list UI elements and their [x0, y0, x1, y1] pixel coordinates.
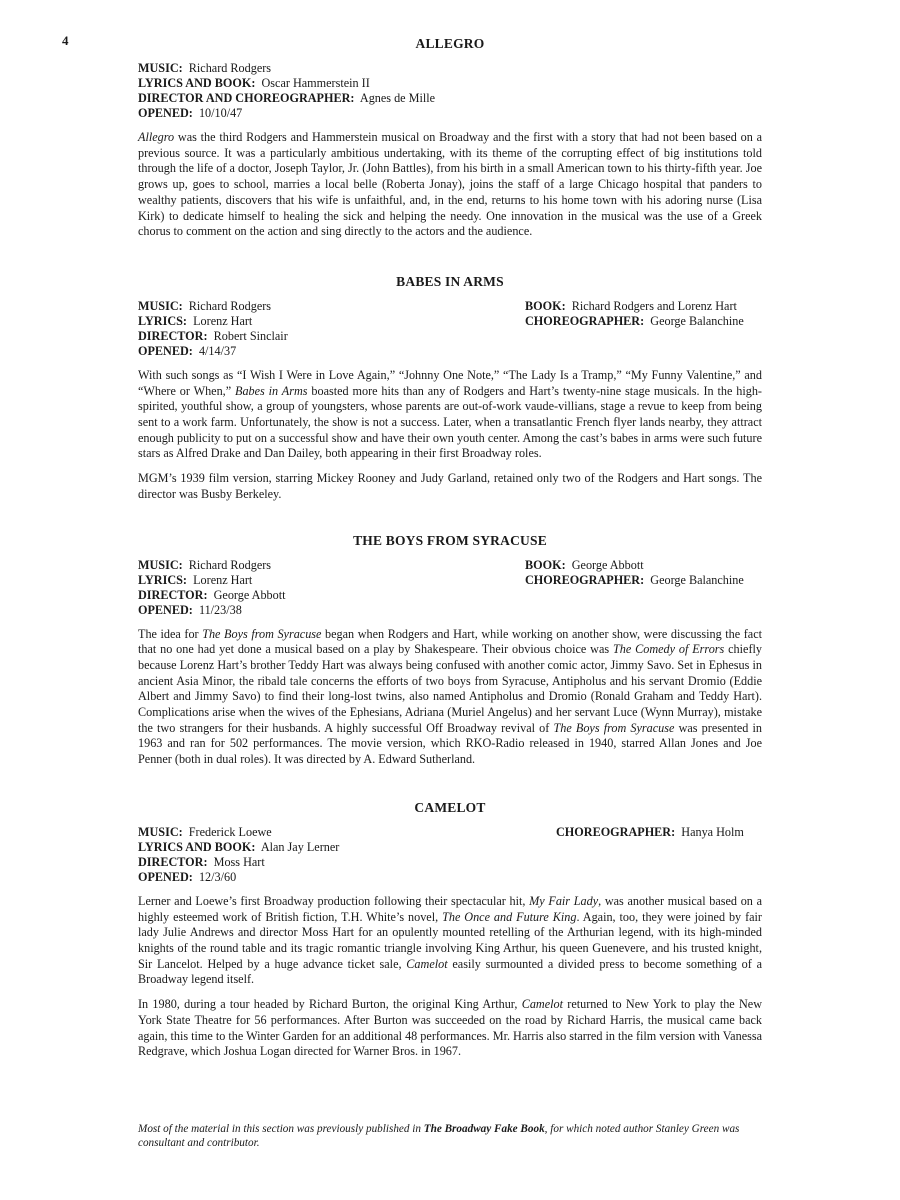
credit-label: OPENED:	[138, 602, 193, 617]
text-run: boasted more hits than any of Rodgers and Hart’s twenty-nine stage musicals. In the high-spirited, youthful show, a group of youngsters, whose parents are out-of-work vaude-villians, stage a revue to keep from being sent to a work farm. Unfortunately, the show is not a success. Later, when a transatlantic French flyer lands nearby, they attract enough publicity to put on a successful show and have their own youth center. Among the cast’s babes in arms were such future stars as Alfred Drake and Dan Dailey, both appearing in their first Broadway roles.	[138, 383, 762, 461]
description-paragraph	[138, 627, 762, 768]
credits-left	[138, 61, 762, 121]
description-paragraph	[138, 997, 762, 1060]
credit-label: DIRECTOR:	[138, 854, 208, 869]
credit-row	[138, 870, 762, 885]
credit-row	[138, 855, 762, 870]
credit-row	[138, 344, 762, 359]
credit-value: Oscar Hammerstein II	[261, 76, 370, 90]
credit-value: Lorenz Hart	[193, 572, 253, 587]
credit-value: Richard Rodgers	[188, 298, 272, 313]
credit-label: LYRICS:	[138, 572, 187, 587]
credit-label: OPENED:	[138, 869, 193, 884]
credit-row	[138, 588, 762, 603]
page-number: 4	[62, 33, 69, 48]
section-title: BABES IN ARMS	[396, 273, 504, 289]
credit-label: CHOREOGRAPHER:	[525, 572, 645, 587]
credit-value: Lorenz Hart	[193, 313, 253, 328]
credit-row	[525, 573, 762, 588]
credit-label: DIRECTOR AND CHOREOGRAPHER:	[138, 91, 355, 105]
credit-value: 10/10/47	[198, 106, 243, 120]
credit-label: MUSIC:	[138, 824, 183, 839]
credits-block	[138, 299, 762, 359]
credits-block	[138, 61, 762, 121]
credit-row	[138, 91, 762, 106]
credit-row	[525, 314, 762, 329]
text-run: Lerner and Loewe’s first Broadway production following their spectacular hit,	[138, 893, 530, 908]
text-run: easily surmounted a divided press to become something of a Broadway legend itself.	[138, 956, 763, 987]
italic-title: The Boys from Syracuse	[553, 720, 675, 735]
italic-title: My Fair Lady	[529, 893, 599, 908]
text-run: The idea for	[138, 626, 203, 641]
text-run: began when Rodgers and Hart, while working on another show, were discussing the fact that no one had yet done a musical based on a play by Shakespeare. Their obvious choice was	[138, 626, 762, 657]
section-1	[138, 274, 762, 503]
credit-value: George Abbott	[571, 557, 644, 572]
page-content	[138, 36, 762, 1060]
credit-row	[138, 329, 762, 344]
credit-value: George Balanchine	[650, 313, 744, 328]
credit-label: BOOK:	[525, 298, 566, 313]
text-run: was presented in 1963 and ran for 502 performances. The movie version, which RKO-Radio released in 1940, starred Allan Jones and Joe Penner (both in dual roles). It was directed by A. Edward Sutherland.	[138, 720, 762, 767]
credit-label: MUSIC:	[138, 298, 183, 313]
credit-value: Richard Rodgers and Lorenz Hart	[571, 298, 737, 313]
credit-row	[138, 76, 762, 91]
italic-title: Camelot	[406, 956, 448, 971]
text-run: . Again, too, they were joined by fair lady Julie Andrews and director Moss Hart for an opulently mounted retelling of the Arthurian legend, with its high-minded knights of the round table and its tragic romantic triangle involving King Arthur, his queen Guenevere, and his trusted knight, Sir Lancelot. Helped by a huge advance ticket sale,	[138, 909, 762, 971]
credit-value: Robert Sinclair	[213, 328, 288, 343]
credit-value: Richard Rodgers	[188, 557, 272, 572]
credit-value: 4/14/37	[198, 343, 237, 358]
credit-label: LYRICS AND BOOK:	[138, 839, 256, 854]
credits-block	[138, 558, 762, 618]
credits-block	[138, 825, 762, 885]
italic-title: Babes in Arms	[235, 383, 308, 398]
text-run: With such songs as “I Wish I Were in Love Again,” “Johnny One Note,” “The Lady Is a Tramp,” “My Funny Valentine,” and “Where or When,”	[138, 367, 762, 398]
text-run: MGM’s 1939 film version, starring Mickey Rooney and Judy Garland, retained only two of the Rodgers and Hart songs. The director was Busby Berkeley.	[138, 471, 762, 501]
section-2	[138, 533, 762, 768]
credit-label: OPENED:	[138, 106, 193, 120]
credit-value: Richard Rodgers	[188, 61, 272, 75]
description-paragraph	[138, 894, 762, 988]
credit-row	[138, 840, 762, 855]
text-run: In 1980, during a tour headed by Richard Burton, the original King Arthur,	[138, 997, 522, 1012]
italic-title: The Once and Future King	[442, 909, 577, 924]
section-title: CAMELOT	[414, 799, 486, 815]
description-paragraph	[138, 130, 762, 240]
credit-label: LYRICS AND BOOK:	[138, 76, 256, 90]
description-paragraph	[138, 471, 762, 502]
credit-label: LYRICS:	[138, 313, 187, 328]
credit-row	[556, 825, 762, 840]
section-0	[138, 36, 762, 240]
credit-row	[525, 558, 762, 573]
credit-label: OPENED:	[138, 343, 193, 358]
italic-title: Camelot	[521, 997, 563, 1012]
section-title: ALLEGRO	[415, 36, 485, 51]
footnote-text-after: , for which noted author Stanley Green was consultant and contributor.	[138, 1123, 740, 1149]
text-run: chiefly because Lorenz Hart’s brother Teddy Hart was always being confused with another comic actor, Jimmy Savo. Set in Ephesus in ancient Asia Minor, the ribald tale concerns the efforts of two boys from Syracuse, Antipholus and his servant Dromio (Eddie Albert and Jimmy Savo) to find their long-lost twins, also named Antipholus and Dromio (Ronald Graham and Teddy Hart). Complications arise when the wives of the Ephesians, Adriana (Muriel Angelus) and her servant Luce (Wynn Murray), mistake the two strangers for their husbands. A highly successful Off Broadway revival of	[138, 642, 762, 735]
credit-label: CHOREOGRAPHER:	[556, 824, 676, 839]
credit-value: Frederick Loewe	[188, 824, 272, 839]
section-3	[138, 800, 762, 1060]
credit-value: Moss Hart	[213, 854, 265, 869]
credit-value: Hanya Holm	[681, 824, 744, 839]
italic-title: Allegro	[138, 130, 175, 144]
credit-label: DIRECTOR:	[138, 328, 208, 343]
credits-right	[556, 825, 762, 840]
footnote-book-title: The Broadway Fake Book	[423, 1123, 545, 1135]
credit-value: George Abbott	[213, 587, 286, 602]
footnote	[138, 1122, 762, 1150]
credit-row	[525, 299, 762, 314]
credits-right	[525, 299, 762, 329]
italic-title: The Comedy of Errors	[612, 642, 725, 657]
credit-value: George Balanchine	[650, 572, 744, 587]
text-run: was the third Rodgers and Hammerstein musical on Broadway and the first with a story that had not been based on a previous source. It was a particularly ambitious undertaking, with its theme of the corrupting effect of big institutions told through the life of a doctor, Joseph Taylor, Jr. (John Battles), from his birth in a small American town to his thirty-fifth year. Joe grows up, goes to school, marries a local belle (Roberta Jonay), joins the staff of a large Chicago hospital that panders to wealthy patients, discovers that his wife is unfaithful, and, in the end, returns to his home town with his adoring nurse (Lisa Kirk) to dedicate himself to healing the sick and helping the needy. One innovation in the musical was the use of a Greek chorus to comment on the action and sing directly to the actors and the audience.	[138, 130, 762, 239]
credit-value: 11/23/38	[198, 602, 242, 617]
description-paragraph	[138, 368, 762, 462]
credit-label: MUSIC:	[138, 557, 183, 572]
section-title: THE BOYS FROM SYRACUSE	[353, 532, 547, 548]
credit-row	[138, 106, 762, 121]
credit-label: DIRECTOR:	[138, 587, 208, 602]
credits-right	[525, 558, 762, 588]
text-run: , was another musical based on a highly esteemed work of British fiction, T.H. White’s novel,	[138, 893, 762, 924]
credit-label: CHOREOGRAPHER:	[525, 313, 645, 328]
credit-value: 12/3/60	[198, 869, 237, 884]
credit-row	[138, 61, 762, 76]
credit-row	[138, 603, 762, 618]
text-run: returned to New York to play the New York State Theatre for 56 performances. After Burton was succeeded on the road by Richard Harris, the musical came back again, this time to the Winter Garden for an additional 48 performances. Mr. Harris also starred in the film version with Vanessa Redgrave, which Joshua Logan directed for Warner Bros. in 1967.	[138, 997, 762, 1059]
credit-label: MUSIC:	[138, 61, 183, 75]
footnote-text-before: Most of the material in this section was previously published in	[138, 1123, 424, 1135]
credit-label: BOOK:	[525, 557, 566, 572]
italic-title: The Boys from Syracuse	[202, 626, 322, 641]
credit-value: Alan Jay Lerner	[260, 839, 340, 854]
credit-value: Agnes de Mille	[359, 91, 436, 105]
